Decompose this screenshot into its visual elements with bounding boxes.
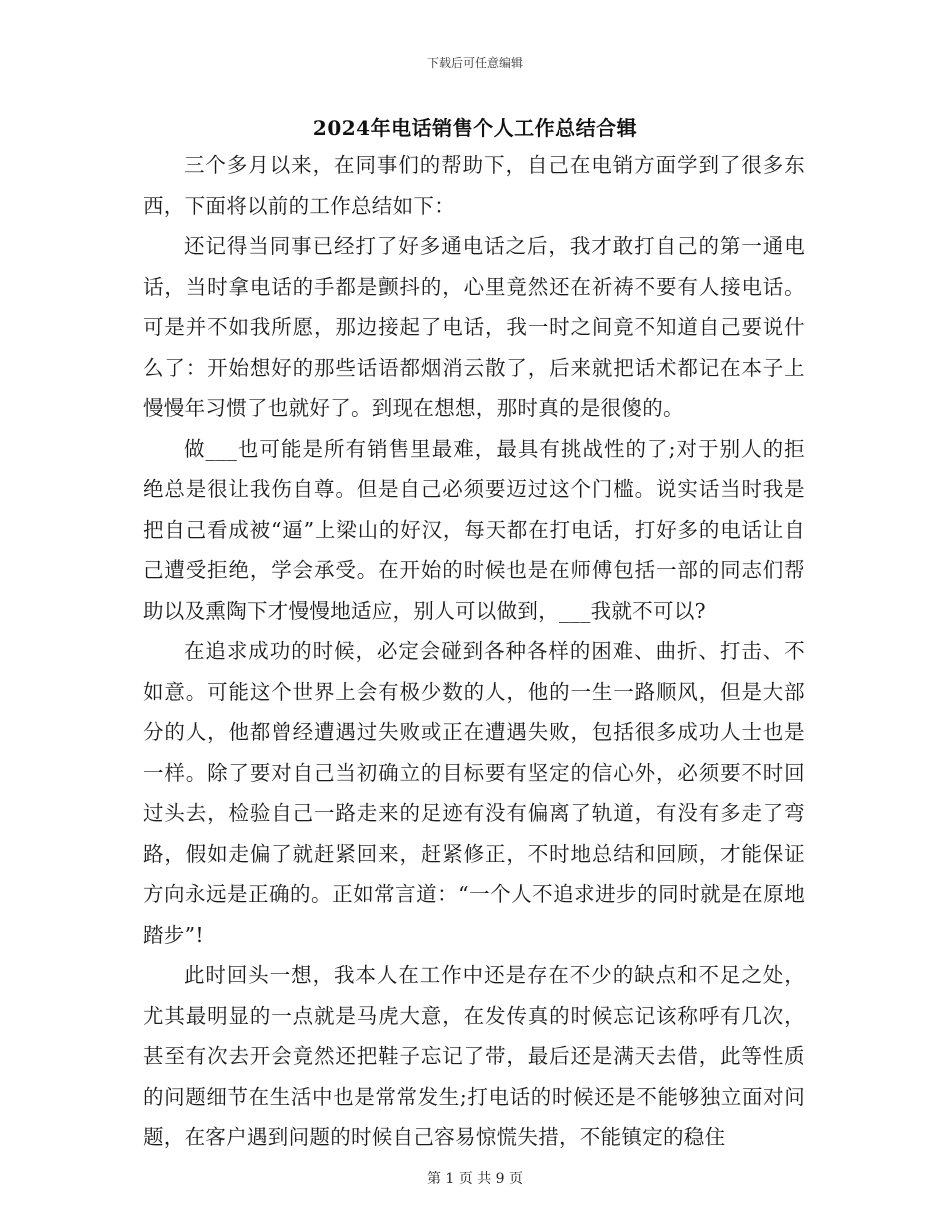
paragraph: 三个多月以来，在同事们的帮助下，自己在电销方面学到了很多东西，下面将以前的工作总结如下： [143,153,805,218]
paragraph: 在追求成功的时候，必定会碰到各种各样的困难、曲折、打击、不如意。可能这个世界上会有极少数的人，他的一生一路顺风，但是大部分的人，他都曾经遭遇过失败或正在遭遇失败，包括很多成功人士也是一样。除了要对自己当初确立的目标要有坚定的信心外，必须要不时回过头去，检验自己一路走来的足迹有没有偏离了轨道，有没有多走了弯路，假如走偏了就赶紧回来，赶紧修正，不时地总结和回顾，才能保证方向永远是正确的。正如常言道：“一个人不追求进步的同时就是在原地踏步”! [143,639,805,947]
paragraph: 还记得当同事已经打了好多通电话之后，我才敢打自己的第一通电话，当时拿电话的手都是颤抖的，心里竟然还在祈祷不要有人接电话。可是并不如我所愿，那边接起了电话，我一时之间竟不知道自己要说什么了：开始想好的那些话语都烟消云散了，后来就把话术都记在本子上慢慢年习惯了也就好了。到现在想想，那时真的是很傻的。 [143,234,805,420]
page-number: 第 1 页 共 9 页 [426,1171,524,1187]
paragraph: 此时回头一想，我本人在工作中还是存在不少的缺点和不足之处，尤其最明显的一点就是马虎大意，在发传真的时候忘记该称呼有几次，甚至有次去开会竟然还把鞋子忘记了带，最后还是满天去借，此等性质的问题细节在生活中也是常常发生;打电话的时候还是不能够独立面对问题，在客户遇到问题的时候自己容易惊慌失措，不能镇定的稳住 [143,963,805,1149]
paragraph: 做___也可能是所有销售里最难，最具有挑战性的了;对于别人的拒绝总是很让我伤自尊。但是自己必须要迈过这个门槛。说实话当时我是把自己看成被“逼”上梁山的好汉，每天都在打电话，打好多的电话让自己遭受拒绝，学会承受。在开始的时候也是在师傅包括一部的同志们帮助以及熏陶下才慢慢地适应，别人可以做到，___我就不可以? [143,436,805,623]
document-title: 2024年电话销售个人工作总结合辑 [312,116,638,140]
page-header: 下载后可任意编辑 [426,56,523,70]
document-body [143,145,805,1158]
